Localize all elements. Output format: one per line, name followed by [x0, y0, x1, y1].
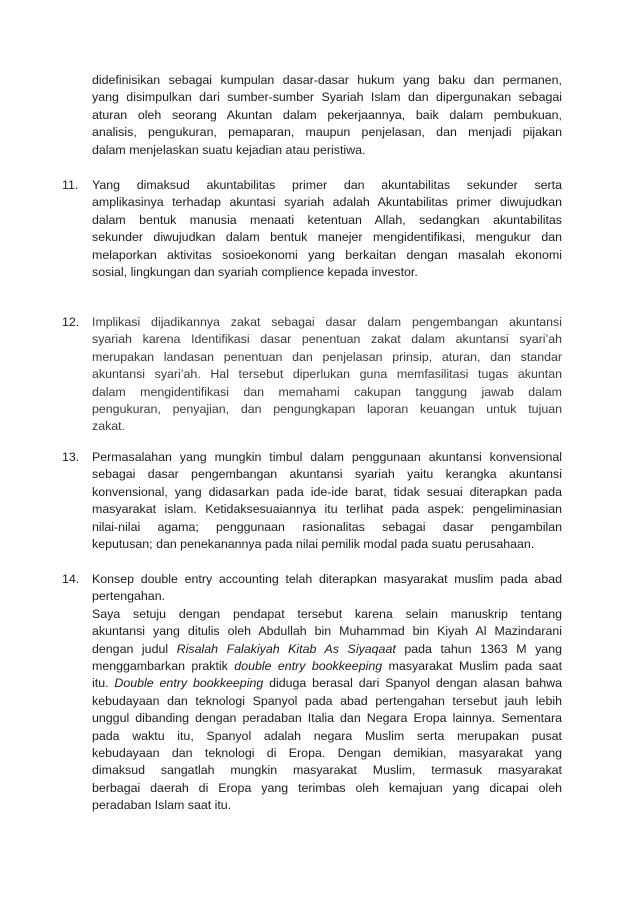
item-11-line: melaporkan aktivitas sosioekonomi yang berkaitan dengan masalah ekonomi [92, 247, 562, 262]
item-14-line: kebudayaan dan teknologi di Eropa. Dengan demikian, masyarakat yang [92, 746, 562, 761]
item-14-line: itu. Double entry bookkeeping diduga berasal dari Spanyol dengan alasan bahwa [92, 676, 562, 691]
item-13-number: 13. [62, 450, 80, 464]
item-14-line: Saya setuju dengan pendapat tersebut karena selain manuskrip tentang [92, 606, 562, 621]
intro-paragraph [62, 72, 562, 159]
item-14-line: akuntansi yang ditulis oleh Abdullah bin Muhammad bin Kiyah Al Mazindarani [92, 624, 562, 639]
item-12-line: syariah karena Identifikasi dasar penentuan zakat dalam akuntansi syari’ah [92, 332, 562, 347]
item-11-number: 11. [62, 178, 79, 192]
item-14-line: menggambarkan praktik double entry bookkeeping masyarakat Muslim pada saat [92, 659, 562, 674]
item-13-line: Permasalahan yang mungkin timbul dalam penggunaan akuntansi konvensional [92, 450, 562, 464]
item-14-line: unggul dibanding dengan peradaban Italia dan Negara Eropa lainnya. Sementara [92, 711, 562, 726]
item-12-number: 12. [62, 315, 80, 329]
item-11-line: Yang dimaksud akuntabilitas primer dan akuntabilitas sekunder serta [92, 178, 562, 192]
item-14-paragraph [62, 571, 562, 815]
intro-line: yang disimpulkan dari sumber-sumber Syariah Islam dan dipergunakan sebagai [92, 90, 562, 105]
item-12-line: zakat. [92, 419, 126, 434]
item-14-line: dengan judul Risalah Falakiyah Kitab As Siyaqaat pada tahun 1363 M yang [92, 641, 562, 656]
item-13-line: nilai-nilai agama; penggunaan rasionalitas sebagai dasar pengambilan [92, 519, 562, 534]
item-12-line: pengukuran, penyajian, dan pengungkapan laporan keuangan untuk tujuan [92, 402, 562, 417]
item-11-paragraph [62, 177, 562, 281]
item-13-line: keputusan; dan penekanannya pada nilai pemilik modal pada suatu perusahaan. [92, 537, 535, 552]
intro-line: aturan oleh seorang Akuntan dalam pekerjaannya, baik dalam pembukuan, [92, 107, 562, 122]
item-12-line: dalam mengidentifikasi dan memahami cakupan tanggung jawab dalam [92, 384, 562, 399]
item-14-line: berbagai daerah di Eropa yang terimbas oleh kemajuan yang dicapai oleh [92, 780, 562, 795]
item-11-line: amplikasinya terhadap akuntasi syariah adalah Akuntabilitas primer diwujudkan [92, 195, 562, 210]
item-13-line: sebagai dasar pengembangan akuntansi syariah yaitu kerangka akuntansi [92, 467, 562, 482]
item-12-line: Implikasi dijadikannya zakat sebagai dasar dalam pengembangan akuntansi [92, 315, 562, 329]
item-14-line: dimaksud sangatlah mungkin masyarakat Muslim, termasuk masyarakat [92, 763, 562, 778]
italic-phrase: Risalah Falakiyah Kitab As Siyaqaat [176, 641, 396, 656]
intro-line: didefinisikan sebagai kumpulan dasar-dasar hukum yang baku dan permanen, [92, 73, 562, 87]
intro-line: dalam menjelaskan suatu kejadian atau peristiwa. [92, 142, 366, 157]
item-12-paragraph [62, 314, 562, 436]
item-13-line: konvensional, yang didasarkan pada ide-ide barat, tidak sesuai diterapkan pada [92, 484, 562, 499]
italic-phrase: double entry bookkeeping [234, 659, 383, 674]
item-13-line: masyarakat islam. Ketidaksesuaiannya itu terlihat pada aspek: pengeliminasian [92, 502, 562, 517]
item-11-line: dalam bentuk manusia menaati ketentuan Allah, sedangkan akuntabilitas [92, 212, 562, 227]
item-14-line: Konsep double entry accounting telah diterapkan masyarakat muslim pada abad [92, 572, 562, 586]
item-14-line: peradaban Islam saat itu. [92, 798, 232, 813]
item-14-line: pertengahan. [92, 589, 166, 604]
item-14-line: pada waktu itu, Spanyol adalah negara Muslim serta merupakan pusat [92, 728, 562, 743]
intro-line: analisis, pengukuran, pemaparan, maupun penjelasan, dan menjadi pijakan [92, 125, 562, 140]
item-11-line: sekunder diwujudkan dalam bentuk manejer mengidentifikasi, mengukur dan [92, 230, 562, 245]
item-13-paragraph [62, 449, 562, 553]
item-14-line: kebudayaan dan teknologi Spanyol pada abad pertengahan tersebut jauh lebih [92, 693, 562, 708]
item-11-line: sosial, lingkungan dan syariah complience kepada investor. [92, 265, 418, 280]
item-12-line: merupakan landasan penentuan dan penjelasan prinsip, aturan, dan standar [92, 349, 562, 364]
item-14-number: 14. [62, 572, 80, 586]
item-12-line: akuntansi syari’ah. Hal tersebut diperlukan guna memfasilitasi tugas akuntan [92, 367, 562, 382]
italic-phrase: Double entry bookkeeping [114, 676, 264, 691]
